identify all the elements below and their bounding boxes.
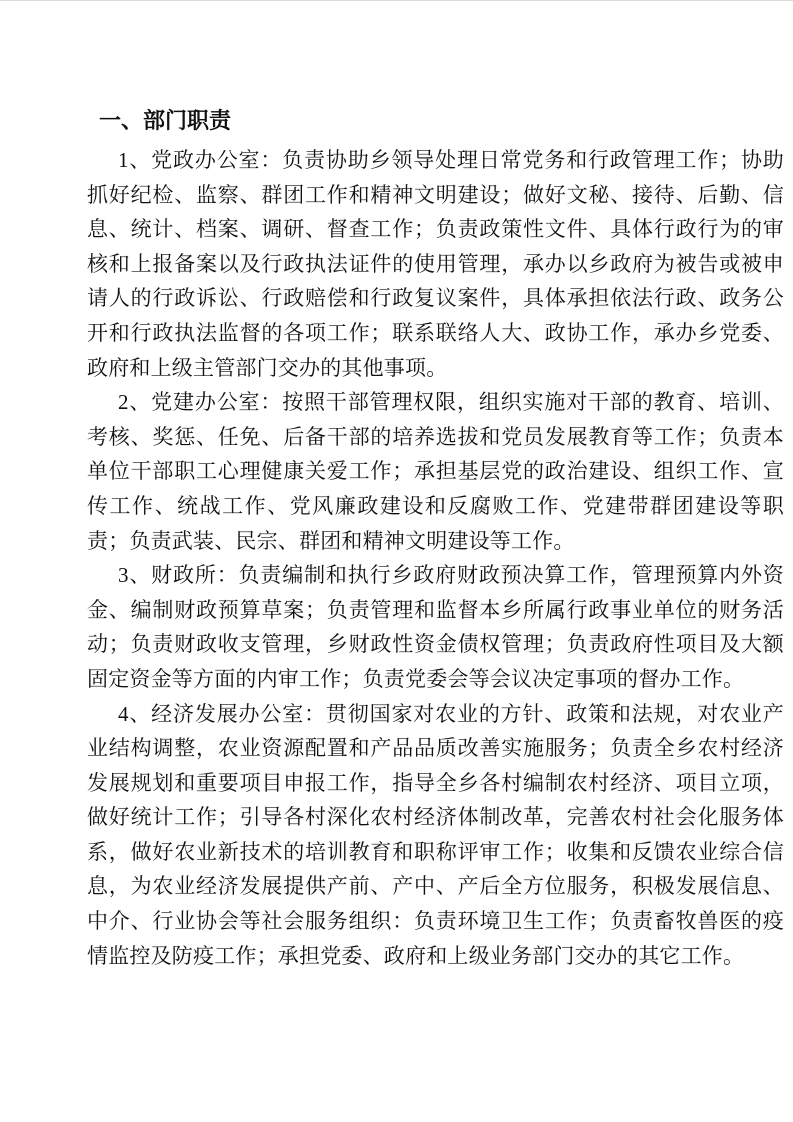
section-heading: 一、部门职责	[99, 109, 232, 134]
paragraph-finance-office: 3、财政所：负责编制和执行乡政府财政预决算工作，管理预算内外资金、编制财政预算草案；负责管理和监督本乡所属行政事业单位的财务活动；负责财政收支管理，乡财政性资金债权管理；负责政府性项目及大额固定资金等方面的内审工作；负责党委会等会议决定事项的督办工作。	[87, 563, 784, 691]
paragraph-economic-development-office: 4、经济发展办公室：贯彻国家对农业的方针、政策和法规，对农业产业结构调整，农业资源配置和产品品质改善实施服务；负责全乡农村经济发展规划和重要项目申报工作，指导全乡各村编制农村经济、项目立项，做好统计工作；引导各村深化农村经济体制改革，完善农村社会化服务体系，做好农业新技术的培训教育和职称评审工作；收集和反馈农业综合信息，为农业经济发展提供产前、产中、产后全方位服务，积极发展信息、中介、行业协会等社会服务组织：负责环境卫生工作；负责畜牧兽医的疫情监控及防疫工作；承担党委、政府和上级业务部门交办的其它工作。	[87, 701, 784, 968]
document-content	[87, 104, 784, 973]
paragraph-party-government-office: 1、党政办公室：负责协助乡领导处理日常党务和行政管理工作；协助抓好纪检、监察、群团工作和精神文明建设；做好文秘、接待、后勤、信息、统计、档案、调研、督查工作；负责政策性文件、具体行政行为的审核和上报备案以及行政执法证件的使用管理，承办以乡政府为被告或被申请人的行政诉讼、行政赔偿和行政复议案件，具体承担依法行政、政务公开和行政执法监督的各项工作；联系联络人大、政协工作，承办乡党委、政府和上级主管部门交办的其他事项。	[87, 148, 784, 380]
paragraph-party-building-office: 2、党建办公室：按照干部管理权限，组织实施对干部的教育、培训、考核、奖惩、任免、后备干部的培养选拔和党员发展教育等工作；负责本单位干部职工心理健康关爱工作；承担基层党的政治建设、组织工作、宣传工作、统战工作、党风廉政建设和反腐败工作、党建带群团建设等职责；负责武装、民宗、群团和精神文明建设等工作。	[87, 390, 784, 553]
